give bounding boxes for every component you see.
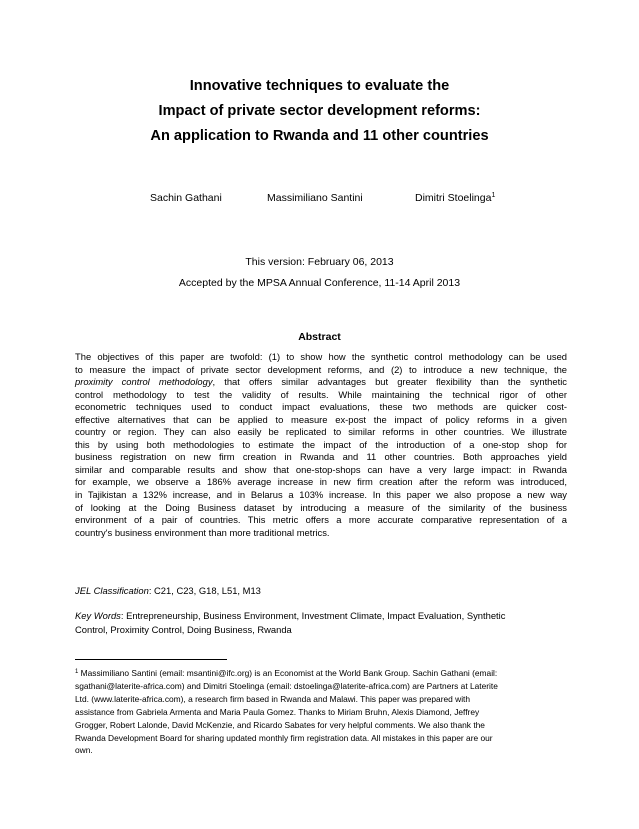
keywords: [75, 609, 567, 637]
version-block: [0, 252, 639, 294]
abstract-line: control methodology to test the validity of results. While maintaining the technical rigor of other: [75, 388, 567, 400]
abstract-line: country's business environment than more traditional metrics.: [75, 526, 330, 538]
footnote: [75, 666, 567, 757]
abstract-line: this by using both methodologies to estimate the impact of the introduction of a one-stop shop for: [75, 438, 567, 450]
jel-label: JEL Classification: [75, 585, 149, 596]
footnote-line: sgathani@laterite-africa.com) and Dimitri Stoelinga (email: dstoelinga@laterite-africa.com) are Partners at Laterite: [75, 680, 498, 691]
version-line: This version: February 06, 2013: [245, 256, 394, 268]
footnote-line: Grogger, Robert Lalonde, David McKenzie, and Ricardo Sabates for very helpful comments. We also thank the: [75, 719, 485, 730]
abstract-line: similar and comparable results and show that one-stop-shops can have a very large impact: in Rwanda: [75, 463, 567, 475]
keywords-line: : Entrepreneurship, Business Environment, Investment Climate, Impact Evaluation, Synthetic: [120, 610, 506, 621]
title-line: An application to Rwanda and 11 other countries: [150, 128, 489, 144]
abstract-line: effective alternatives that can be applied to measure ex-post the impact of policy reforms in a given: [75, 413, 567, 425]
abstract-line: proximity control methodology, that offers similar advantages but greater flexibility than the synthetic: [75, 376, 567, 388]
abstract-line: to measure the impact of private sector development reforms, and (2) to introduce a new technique, the: [75, 363, 567, 375]
abstract-heading: Abstract: [298, 331, 341, 343]
footnote-line: Ltd. (www.laterite-africa.com), a research firm based in Rwanda and Malawi. This paper was prepared with: [75, 693, 471, 704]
footnote-marker: 1: [75, 669, 79, 675]
keywords-line: Control, Proximity Control, Doing Business, Rwanda: [75, 624, 292, 636]
abstract-line: for example, we observe a 186% average increase in new firm creation after the reform was introduced,: [75, 476, 567, 488]
author-name: Dimitri Stoelinga$^1$: [415, 192, 496, 204]
jel-classification: [75, 585, 261, 596]
paper-title: [0, 74, 639, 149]
author-name: Sachin Gathani: [150, 192, 222, 204]
italic-term: proximity control methodology: [75, 376, 213, 388]
abstract-body: [75, 351, 567, 539]
abstract-line: The objectives of this paper are twofold: (1) to show how the synthetic control methodology can be used: [75, 351, 567, 362]
footnote-line: own.: [75, 745, 93, 756]
abstract-line: country or region. They can also easily be replicated to similar reforms in other countries. We illustrate: [75, 426, 567, 438]
jel-codes: : C21, C23, G18, L51, M13: [148, 585, 261, 596]
conference-line: Accepted by the MPSA Annual Conference, 11-14 April 2013: [178, 277, 461, 289]
keywords-label: Key Words: [75, 610, 121, 621]
title-line: Innovative techniques to evaluate the: [189, 78, 450, 94]
abstract-line: environment of a pair of countries. This metric offers a more accurate comparative representation of a: [75, 514, 567, 526]
footnote-divider: [75, 659, 227, 660]
footnote-line: $^1$ Massimiliano Santini (email: msantini@ifc.org) is an Economist at the World Bank Group. Sachin Gathani (email:: [75, 668, 498, 678]
abstract-line: of looking at the Doing Business dataset by introducing a measure of the similarity of the business: [75, 501, 567, 513]
author-name: Massimiliano Santini: [267, 192, 363, 204]
footnote-line: Rwanda Development Board for sharing updated monthly firm registration data. All mistakes in this paper are our: [75, 732, 493, 743]
abstract-line: econometric techniques used to conduct impact evaluations, these two methods are quicker cost-: [75, 401, 567, 413]
title-line: Impact of private sector development reforms:: [158, 103, 481, 119]
abstract-line: in Tajikistan a 132% increase, and in Belarus a 103% increase. In this paper we also propose a new way: [75, 489, 567, 501]
footnote-marker: 1: [491, 192, 496, 199]
abstract-line: business registration on new firm creation in Rwanda and 11 other countries. Both approaches yield: [75, 451, 567, 463]
footnote-line: assistance from Gabriela Armenta and Maria Paula Gomez. Thanks to Miriam Bruhn, Alexis Diamond, Jeffrey: [75, 706, 480, 717]
